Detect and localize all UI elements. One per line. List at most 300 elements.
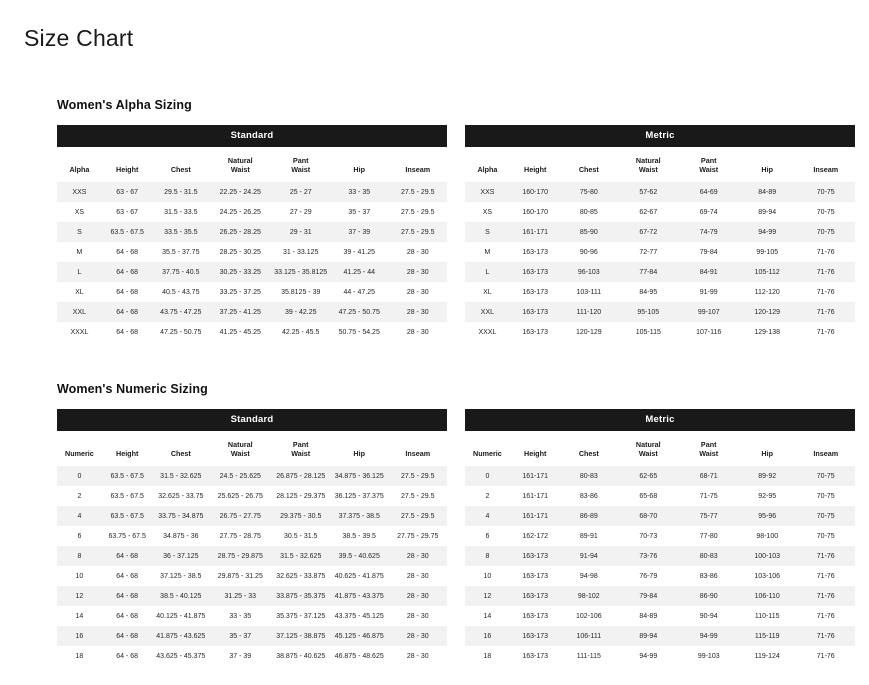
cell: 31 - 33.125 bbox=[271, 242, 330, 262]
cell: 31.5 - 33.5 bbox=[153, 202, 210, 222]
cell: 6 bbox=[465, 526, 510, 546]
cell: 24.5 - 25.625 bbox=[209, 466, 271, 486]
cell: 39 - 41.25 bbox=[330, 242, 389, 262]
cell: 84-89 bbox=[738, 182, 797, 202]
cell: 18 bbox=[465, 646, 510, 666]
cell: 110-115 bbox=[738, 606, 797, 626]
cell: XXS bbox=[57, 182, 102, 202]
cell: 28 - 30 bbox=[388, 322, 447, 342]
cell: 12 bbox=[57, 586, 102, 606]
table-row bbox=[465, 466, 855, 486]
cell: 63 - 67 bbox=[102, 202, 153, 222]
cell: 75-80 bbox=[561, 182, 618, 202]
table-row bbox=[465, 486, 855, 506]
cell: 75-77 bbox=[679, 506, 738, 526]
column-header: Pant Waist bbox=[271, 431, 330, 466]
cell: 37.75 - 40.5 bbox=[153, 262, 210, 282]
section-title: Women's Alpha Sizing bbox=[57, 98, 192, 112]
cell: 71-76 bbox=[796, 646, 855, 666]
table-heading: Metric bbox=[465, 125, 855, 147]
cell: 71-76 bbox=[796, 626, 855, 646]
cell: 163-173 bbox=[510, 302, 561, 322]
cell: XS bbox=[465, 202, 510, 222]
cell: 72-77 bbox=[617, 242, 679, 262]
cell: 4 bbox=[57, 506, 102, 526]
table-row bbox=[465, 182, 855, 202]
cell: 99-107 bbox=[679, 302, 738, 322]
column-header: Alpha bbox=[57, 147, 102, 182]
column-header: Alpha bbox=[465, 147, 510, 182]
cell: 32.625 - 33.875 bbox=[271, 566, 330, 586]
size-table bbox=[57, 431, 447, 666]
cell: 71-76 bbox=[796, 566, 855, 586]
cell: M bbox=[465, 242, 510, 262]
cell: 90-96 bbox=[561, 242, 618, 262]
cell: 41.25 - 44 bbox=[330, 262, 389, 282]
table-header-row bbox=[57, 147, 447, 182]
cell: 28 - 30 bbox=[388, 546, 447, 566]
table-row bbox=[465, 282, 855, 302]
cell: 12 bbox=[465, 586, 510, 606]
cell: 91-99 bbox=[679, 282, 738, 302]
cell: 0 bbox=[465, 466, 510, 486]
cell: 36 - 37.125 bbox=[153, 546, 210, 566]
cell: 28 - 30 bbox=[388, 646, 447, 666]
cell: 120-129 bbox=[561, 322, 618, 342]
cell: 106-110 bbox=[738, 586, 797, 606]
cell: 98-100 bbox=[738, 526, 797, 546]
cell: 86-90 bbox=[679, 586, 738, 606]
column-header: Height bbox=[102, 431, 153, 466]
cell: 24.25 - 26.25 bbox=[209, 202, 271, 222]
cell: 163-173 bbox=[510, 646, 561, 666]
cell: 161-171 bbox=[510, 466, 561, 486]
cell: 14 bbox=[57, 606, 102, 626]
column-header: Hip bbox=[330, 147, 389, 182]
column-header: Inseam bbox=[796, 431, 855, 466]
table-row bbox=[465, 626, 855, 646]
cell: 35.8125 - 39 bbox=[271, 282, 330, 302]
cell: 39.5 - 40.625 bbox=[330, 546, 389, 566]
cell: 28 - 30 bbox=[388, 626, 447, 646]
cell: 27.75 - 29.75 bbox=[388, 526, 447, 546]
cell: 102-106 bbox=[561, 606, 618, 626]
cell: 71-76 bbox=[796, 322, 855, 342]
cell: 29.5 - 31.5 bbox=[153, 182, 210, 202]
cell: 64 - 68 bbox=[102, 566, 153, 586]
cell: L bbox=[465, 262, 510, 282]
cell: 84-89 bbox=[617, 606, 679, 626]
table-row bbox=[465, 586, 855, 606]
table-heading: Metric bbox=[465, 409, 855, 431]
cell: 161-171 bbox=[510, 222, 561, 242]
size-table bbox=[57, 147, 447, 342]
table-row bbox=[465, 302, 855, 322]
cell: 79-84 bbox=[617, 586, 679, 606]
cell: 27.5 - 29.5 bbox=[388, 222, 447, 242]
cell: 39 - 42.25 bbox=[271, 302, 330, 322]
table-row bbox=[57, 242, 447, 262]
tables-row bbox=[0, 125, 869, 355]
cell: 70-73 bbox=[617, 526, 679, 546]
cell: 43.625 - 45.375 bbox=[153, 646, 210, 666]
cell: 16 bbox=[465, 626, 510, 646]
cell: 27.5 - 29.5 bbox=[388, 466, 447, 486]
cell: 64 - 68 bbox=[102, 302, 153, 322]
cell: 64 - 68 bbox=[102, 606, 153, 626]
table-numeric-metric bbox=[465, 409, 855, 666]
cell: 64 - 68 bbox=[102, 262, 153, 282]
cell: 36.125 - 37.375 bbox=[330, 486, 389, 506]
cell: 99-103 bbox=[679, 646, 738, 666]
cell: 91-94 bbox=[561, 546, 618, 566]
cell: XL bbox=[57, 282, 102, 302]
table-row bbox=[57, 606, 447, 626]
table-alpha-standard bbox=[57, 125, 447, 342]
cell: 94-99 bbox=[738, 222, 797, 242]
table-row bbox=[465, 566, 855, 586]
cell: M bbox=[57, 242, 102, 262]
cell: 63.5 - 67.5 bbox=[102, 222, 153, 242]
column-header: Inseam bbox=[796, 147, 855, 182]
cell: 119-124 bbox=[738, 646, 797, 666]
cell: XXXL bbox=[57, 322, 102, 342]
cell: 73-76 bbox=[617, 546, 679, 566]
cell: 71-76 bbox=[796, 546, 855, 566]
cell: 40.5 - 43.75 bbox=[153, 282, 210, 302]
cell: 33.125 - 35.8125 bbox=[271, 262, 330, 282]
cell: 120-129 bbox=[738, 302, 797, 322]
cell: 8 bbox=[465, 546, 510, 566]
table-row bbox=[57, 646, 447, 666]
cell: 2 bbox=[57, 486, 102, 506]
table-row bbox=[57, 506, 447, 526]
table-numeric-standard bbox=[57, 409, 447, 666]
cell: 31.5 - 32.625 bbox=[153, 466, 210, 486]
cell: 50.75 - 54.25 bbox=[330, 322, 389, 342]
cell: 161-171 bbox=[510, 486, 561, 506]
cell: 71-76 bbox=[796, 586, 855, 606]
cell: 83-86 bbox=[679, 566, 738, 586]
column-header: Height bbox=[102, 147, 153, 182]
cell: 70-75 bbox=[796, 182, 855, 202]
cell: 163-173 bbox=[510, 586, 561, 606]
table-row bbox=[465, 222, 855, 242]
cell: 28 - 30 bbox=[388, 262, 447, 282]
cell: 33.75 - 34.875 bbox=[153, 506, 210, 526]
cell: 62-67 bbox=[617, 202, 679, 222]
cell: 10 bbox=[465, 566, 510, 586]
cell: 46.875 - 48.625 bbox=[330, 646, 389, 666]
cell: 31.5 - 32.625 bbox=[271, 546, 330, 566]
cell: 69-74 bbox=[679, 202, 738, 222]
cell: 71-76 bbox=[796, 282, 855, 302]
cell: 64 - 68 bbox=[102, 322, 153, 342]
cell: 86-89 bbox=[561, 506, 618, 526]
table-heading: Standard bbox=[57, 125, 447, 147]
cell: 28.25 - 30.25 bbox=[209, 242, 271, 262]
cell: 27.75 - 28.75 bbox=[209, 526, 271, 546]
column-header: Chest bbox=[561, 147, 618, 182]
table-row bbox=[465, 526, 855, 546]
cell: 103-106 bbox=[738, 566, 797, 586]
cell: 163-173 bbox=[510, 262, 561, 282]
column-header: Hip bbox=[738, 431, 797, 466]
cell: 95-96 bbox=[738, 506, 797, 526]
column-header: Pant Waist bbox=[679, 431, 738, 466]
column-header: Chest bbox=[153, 147, 210, 182]
cell: L bbox=[57, 262, 102, 282]
cell: 40.125 - 41.875 bbox=[153, 606, 210, 626]
table-row bbox=[57, 466, 447, 486]
column-header: Hip bbox=[738, 147, 797, 182]
table-row bbox=[57, 262, 447, 282]
table-row bbox=[57, 322, 447, 342]
cell: 6 bbox=[57, 526, 102, 546]
cell: 70-75 bbox=[796, 466, 855, 486]
cell: 163-173 bbox=[510, 566, 561, 586]
cell: 28 - 30 bbox=[388, 566, 447, 586]
cell: XXS bbox=[465, 182, 510, 202]
table-row bbox=[465, 322, 855, 342]
cell: 30.25 - 33.25 bbox=[209, 262, 271, 282]
cell: 28.125 - 29.375 bbox=[271, 486, 330, 506]
cell: 35 - 37 bbox=[330, 202, 389, 222]
cell: 70-75 bbox=[796, 506, 855, 526]
cell: 63.5 - 67.5 bbox=[102, 506, 153, 526]
cell: 71-76 bbox=[796, 606, 855, 626]
cell: 112-120 bbox=[738, 282, 797, 302]
cell: 64 - 68 bbox=[102, 242, 153, 262]
cell: 65-68 bbox=[617, 486, 679, 506]
cell: 71-76 bbox=[796, 302, 855, 322]
cell: 84-91 bbox=[679, 262, 738, 282]
cell: 71-75 bbox=[679, 486, 738, 506]
cell: 89-94 bbox=[617, 626, 679, 646]
column-header: Natural Waist bbox=[617, 147, 679, 182]
cell: 89-94 bbox=[738, 202, 797, 222]
cell: 103-111 bbox=[561, 282, 618, 302]
column-header: Chest bbox=[153, 431, 210, 466]
cell: 71-76 bbox=[796, 242, 855, 262]
cell: XL bbox=[465, 282, 510, 302]
column-header: Height bbox=[510, 147, 561, 182]
table-row bbox=[57, 222, 447, 242]
cell: 38.875 - 40.625 bbox=[271, 646, 330, 666]
cell: 34.875 - 36 bbox=[153, 526, 210, 546]
cell: 107-116 bbox=[679, 322, 738, 342]
cell: 77-84 bbox=[617, 262, 679, 282]
cell: 18 bbox=[57, 646, 102, 666]
column-header: Natural Waist bbox=[209, 431, 271, 466]
cell: 63.5 - 67.5 bbox=[102, 466, 153, 486]
cell: 28.75 - 29.875 bbox=[209, 546, 271, 566]
cell: 105-115 bbox=[617, 322, 679, 342]
cell: 43.375 - 45.125 bbox=[330, 606, 389, 626]
cell: 99-105 bbox=[738, 242, 797, 262]
cell: 111-120 bbox=[561, 302, 618, 322]
cell: 37.125 - 38.875 bbox=[271, 626, 330, 646]
column-header: Hip bbox=[330, 431, 389, 466]
cell: 129-138 bbox=[738, 322, 797, 342]
cell: 28 - 30 bbox=[388, 242, 447, 262]
cell: 74-79 bbox=[679, 222, 738, 242]
table-row bbox=[465, 546, 855, 566]
cell: 111-115 bbox=[561, 646, 618, 666]
cell: 27.5 - 29.5 bbox=[388, 202, 447, 222]
cell: 27.5 - 29.5 bbox=[388, 506, 447, 526]
cell: 32.625 - 33.75 bbox=[153, 486, 210, 506]
cell: 115-119 bbox=[738, 626, 797, 646]
cell: 34.875 - 36.125 bbox=[330, 466, 389, 486]
cell: XXL bbox=[465, 302, 510, 322]
size-table bbox=[465, 431, 855, 666]
cell: 29.875 - 31.25 bbox=[209, 566, 271, 586]
cell: 92-95 bbox=[738, 486, 797, 506]
table-row bbox=[57, 202, 447, 222]
cell: 70-75 bbox=[796, 526, 855, 546]
table-header-row bbox=[57, 431, 447, 466]
cell: 160-170 bbox=[510, 202, 561, 222]
column-header: Pant Waist bbox=[679, 147, 738, 182]
cell: 163-173 bbox=[510, 322, 561, 342]
cell: 31.25 - 33 bbox=[209, 586, 271, 606]
cell: S bbox=[57, 222, 102, 242]
cell: 44 - 47.25 bbox=[330, 282, 389, 302]
cell: 68-71 bbox=[679, 466, 738, 486]
cell: 79-84 bbox=[679, 242, 738, 262]
column-header: Inseam bbox=[388, 431, 447, 466]
cell: 37 - 39 bbox=[330, 222, 389, 242]
cell: 160-170 bbox=[510, 182, 561, 202]
table-row bbox=[57, 546, 447, 566]
tables-row bbox=[0, 409, 869, 685]
cell: 90-94 bbox=[679, 606, 738, 626]
cell: 35.375 - 37.125 bbox=[271, 606, 330, 626]
column-header: Chest bbox=[561, 431, 618, 466]
cell: 106-111 bbox=[561, 626, 618, 646]
cell: 14 bbox=[465, 606, 510, 626]
table-row bbox=[57, 586, 447, 606]
cell: 25 - 27 bbox=[271, 182, 330, 202]
section-title: Women's Numeric Sizing bbox=[57, 382, 208, 396]
cell: 98-102 bbox=[561, 586, 618, 606]
cell: 64 - 68 bbox=[102, 546, 153, 566]
cell: 33.875 - 35.375 bbox=[271, 586, 330, 606]
cell: 41.875 - 43.375 bbox=[330, 586, 389, 606]
cell: 22.25 - 24.25 bbox=[209, 182, 271, 202]
table-row bbox=[465, 606, 855, 626]
cell: 37.25 - 41.25 bbox=[209, 302, 271, 322]
cell: 45.125 - 46.875 bbox=[330, 626, 389, 646]
cell: 37.375 - 38.5 bbox=[330, 506, 389, 526]
column-header: Inseam bbox=[388, 147, 447, 182]
column-header: Natural Waist bbox=[209, 147, 271, 182]
cell: 10 bbox=[57, 566, 102, 586]
cell: 33.25 - 37.25 bbox=[209, 282, 271, 302]
cell: 26.75 - 27.75 bbox=[209, 506, 271, 526]
cell: 105-112 bbox=[738, 262, 797, 282]
cell: 70-75 bbox=[796, 486, 855, 506]
cell: 41.875 - 43.625 bbox=[153, 626, 210, 646]
table-header-row bbox=[465, 431, 855, 466]
table-heading: Standard bbox=[57, 409, 447, 431]
cell: 63.75 - 67.5 bbox=[102, 526, 153, 546]
table-header-row bbox=[465, 147, 855, 182]
column-header: Natural Waist bbox=[617, 431, 679, 466]
cell: 41.25 - 45.25 bbox=[209, 322, 271, 342]
cell: 96-103 bbox=[561, 262, 618, 282]
cell: 77-80 bbox=[679, 526, 738, 546]
cell: 94-98 bbox=[561, 566, 618, 586]
cell: 33.5 - 35.5 bbox=[153, 222, 210, 242]
cell: 38.5 - 40.125 bbox=[153, 586, 210, 606]
cell: 70-75 bbox=[796, 222, 855, 242]
cell: 25.625 - 26.75 bbox=[209, 486, 271, 506]
cell: 37 - 39 bbox=[209, 646, 271, 666]
table-row bbox=[57, 282, 447, 302]
cell: 163-173 bbox=[510, 282, 561, 302]
cell: 64 - 68 bbox=[102, 586, 153, 606]
column-header: Height bbox=[510, 431, 561, 466]
cell: 35 - 37 bbox=[209, 626, 271, 646]
column-header: Pant Waist bbox=[271, 147, 330, 182]
cell: 80-83 bbox=[561, 466, 618, 486]
cell: 63.5 - 67.5 bbox=[102, 486, 153, 506]
cell: 0 bbox=[57, 466, 102, 486]
cell: 37.125 - 38.5 bbox=[153, 566, 210, 586]
cell: 89-92 bbox=[738, 466, 797, 486]
cell: 27.5 - 29.5 bbox=[388, 182, 447, 202]
cell: 67-72 bbox=[617, 222, 679, 242]
table-row bbox=[465, 242, 855, 262]
cell: 95-105 bbox=[617, 302, 679, 322]
cell: 28 - 30 bbox=[388, 606, 447, 626]
size-table bbox=[465, 147, 855, 342]
cell: 64-69 bbox=[679, 182, 738, 202]
column-header: Numeric bbox=[57, 431, 102, 466]
cell: 163-173 bbox=[510, 606, 561, 626]
cell: 163-173 bbox=[510, 546, 561, 566]
cell: 40.625 - 41.875 bbox=[330, 566, 389, 586]
cell: 64 - 68 bbox=[102, 646, 153, 666]
cell: 85-90 bbox=[561, 222, 618, 242]
cell: 76-79 bbox=[617, 566, 679, 586]
table-row bbox=[57, 626, 447, 646]
cell: 38.5 - 39.5 bbox=[330, 526, 389, 546]
cell: 64 - 68 bbox=[102, 282, 153, 302]
table-row bbox=[57, 566, 447, 586]
cell: 100-103 bbox=[738, 546, 797, 566]
cell: 62-65 bbox=[617, 466, 679, 486]
cell: 47.25 - 50.75 bbox=[330, 302, 389, 322]
cell: 28 - 30 bbox=[388, 302, 447, 322]
cell: 2 bbox=[465, 486, 510, 506]
table-row bbox=[465, 506, 855, 526]
cell: 161-171 bbox=[510, 506, 561, 526]
cell: 30.5 - 31.5 bbox=[271, 526, 330, 546]
cell: 80-85 bbox=[561, 202, 618, 222]
cell: 8 bbox=[57, 546, 102, 566]
cell: 70-75 bbox=[796, 202, 855, 222]
cell: 16 bbox=[57, 626, 102, 646]
cell: 89-91 bbox=[561, 526, 618, 546]
cell: S bbox=[465, 222, 510, 242]
cell: 43.75 - 47.25 bbox=[153, 302, 210, 322]
cell: 94-99 bbox=[617, 646, 679, 666]
cell: 163-173 bbox=[510, 242, 561, 262]
cell: 29 - 31 bbox=[271, 222, 330, 242]
